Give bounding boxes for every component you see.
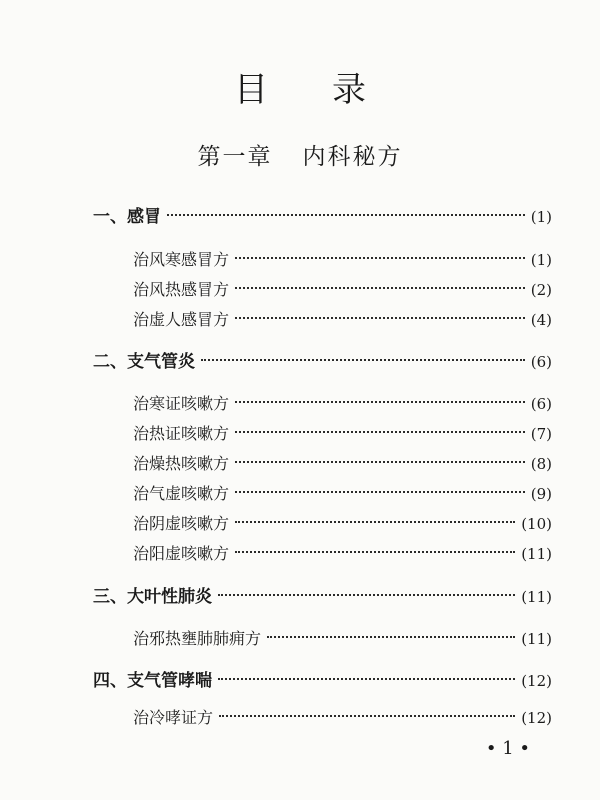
toc-entry-title: 治风热感冒方	[133, 280, 230, 299]
dot-leader	[201, 359, 525, 361]
toc-page-ref: (2)	[530, 281, 552, 299]
toc-entry-title: 治风寒感冒方	[133, 250, 230, 269]
toc-entry-title: 治热证咳嗽方	[133, 424, 230, 443]
toc-entry-title: 治燥热咳嗽方	[133, 454, 230, 473]
toc-section-entry[interactable]	[93, 582, 552, 612]
toc-page-ref: (1)	[530, 208, 552, 226]
toc-entry-title: 二、支气管炎	[93, 352, 195, 372]
dot-leader	[219, 715, 515, 717]
title-char-right: 录	[332, 70, 366, 110]
dot-leader	[218, 678, 515, 680]
dot-leader	[218, 594, 515, 596]
toc-subentry[interactable]	[133, 419, 552, 449]
toc-page-ref: (7)	[530, 425, 552, 443]
title-char-left: 目	[234, 70, 268, 110]
chapter-name: 内科秘方	[302, 144, 403, 170]
toc-page-ref: (12)	[521, 672, 552, 690]
dot-leader	[235, 491, 525, 493]
toc-entry-title: 治邪热壅肺肺痈方	[133, 629, 262, 648]
toc-subentry[interactable]	[133, 305, 552, 335]
toc-page-ref: (11)	[521, 630, 552, 648]
toc-entry-title: 治寒证咳嗽方	[133, 394, 230, 413]
toc-page-ref: (11)	[521, 545, 552, 563]
toc-subentry[interactable]	[133, 245, 552, 275]
toc-entry-title: 治虚人感冒方	[133, 310, 230, 329]
toc-entry-title: 治气虚咳嗽方	[133, 484, 230, 503]
toc-page-ref: (10)	[521, 515, 552, 533]
toc-subentry[interactable]	[133, 539, 552, 569]
toc-entry-title: 治阴虚咳嗽方	[133, 514, 230, 533]
dot-leader	[267, 636, 515, 638]
dot-leader	[235, 257, 525, 259]
toc-entry-title: 治阳虚咳嗽方	[133, 544, 230, 563]
toc-entry-title: 一、感冒	[93, 207, 161, 227]
toc-subentry[interactable]	[133, 389, 552, 419]
dot-leader	[235, 521, 515, 523]
page-number: • 1 •	[485, 738, 530, 759]
toc-page-ref: (9)	[530, 485, 552, 503]
toc-subentry[interactable]	[133, 479, 552, 509]
toc-page-ref: (6)	[530, 395, 552, 413]
toc-section-entry[interactable]	[93, 666, 552, 696]
dot-leader	[235, 431, 525, 433]
chapter-number: 第一章	[197, 144, 273, 170]
dot-leader	[167, 214, 525, 216]
toc-entry-title: 三、大叶性肺炎	[93, 587, 212, 607]
dot-leader	[235, 317, 525, 319]
toc-page-ref: (6)	[530, 353, 552, 371]
toc-page-ref: (12)	[521, 709, 552, 727]
toc-page-ref: (4)	[530, 311, 552, 329]
toc-subentry[interactable]	[133, 275, 552, 305]
toc-entry-title: 治冷哮证方	[133, 708, 214, 727]
toc-subentry[interactable]	[133, 703, 552, 733]
toc-section-entry[interactable]	[93, 202, 552, 232]
toc-entry-title: 四、支气管哮喘	[93, 671, 212, 691]
dot-leader	[235, 551, 515, 553]
toc-subentry[interactable]	[133, 509, 552, 539]
toc-subentry[interactable]	[133, 449, 552, 479]
toc-section-entry[interactable]	[93, 347, 552, 377]
toc-subentry[interactable]	[133, 624, 552, 654]
toc-page-ref: (11)	[521, 588, 552, 606]
dot-leader	[235, 401, 525, 403]
toc-page-ref: (8)	[530, 455, 552, 473]
dot-leader	[235, 287, 525, 289]
toc-page-ref: (1)	[530, 251, 552, 269]
dot-leader	[235, 461, 525, 463]
